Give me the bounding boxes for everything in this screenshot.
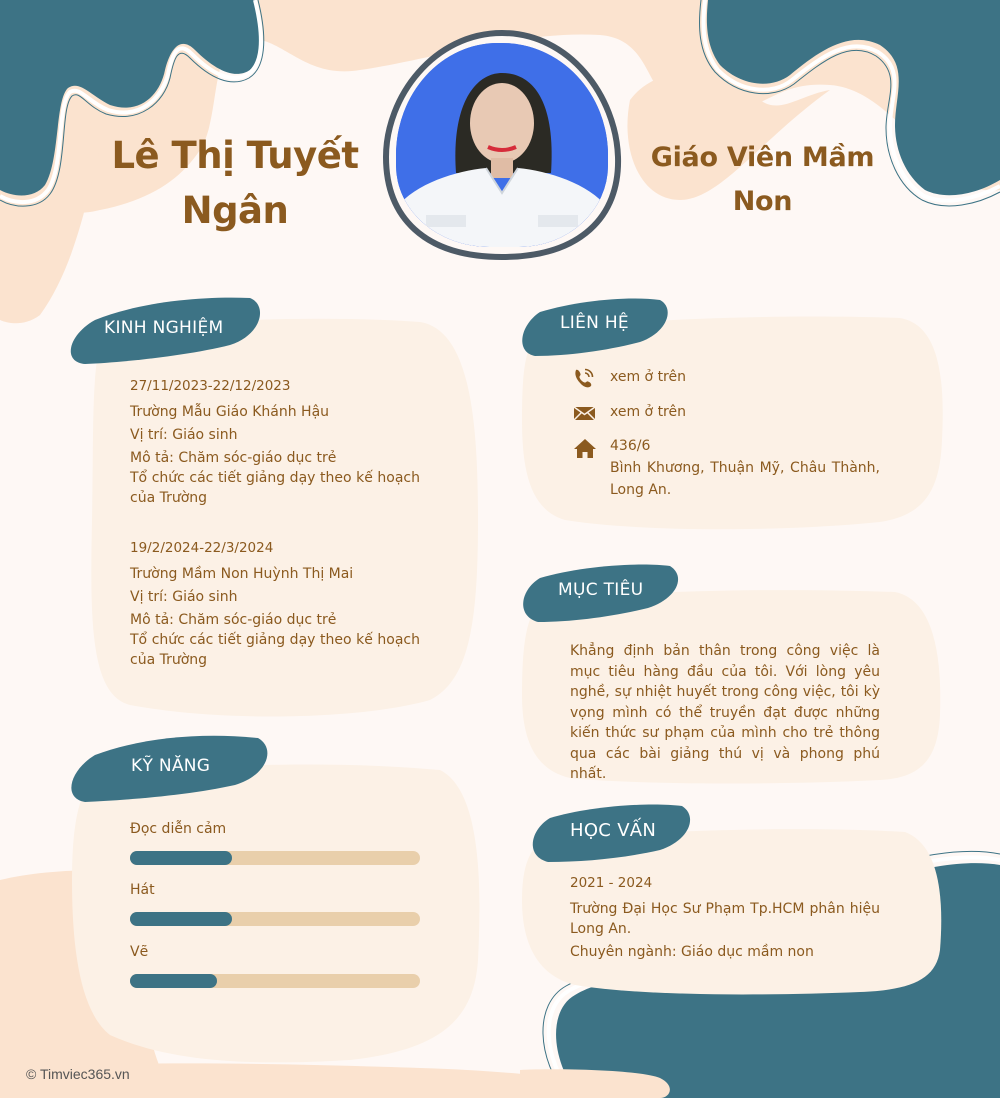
education-item <box>570 873 880 962</box>
experience-detail: Tổ chức các tiết giảng dạy theo kế hoạch của Trường <box>130 470 420 506</box>
contact-address <box>572 435 880 501</box>
experience-detail: Tổ chức các tiết giảng dạy theo kế hoạch của Trường <box>130 632 420 668</box>
experience-position: Vị trí: Giáo sinh <box>130 589 238 605</box>
phone-icon <box>572 367 598 389</box>
skill-name: Vẽ <box>130 944 149 960</box>
experience-company: Trường Mầm Non Huỳnh Thị Mai <box>130 566 354 582</box>
experience-description: Mô tả: Chăm sóc-giáo dục trẻ <box>130 450 337 466</box>
skill-bar <box>130 974 420 988</box>
skill-bar-fill <box>130 851 232 865</box>
contact-address-line2: Bình Khương, Thuận Mỹ, Châu Thành, Long An. <box>610 460 880 498</box>
skill-bar <box>130 912 420 926</box>
envelope-icon <box>572 402 598 424</box>
contact-email-value: xem ở trên <box>610 404 686 420</box>
objective-section-title: MỤC TIÊU <box>558 580 644 600</box>
experience-date: 27/11/2023-22/12/2023 <box>130 378 291 394</box>
job-title: Giáo Viên Mầm Non <box>650 142 875 217</box>
experience-section-title: KINH NGHIỆM <box>104 318 224 338</box>
experience-list <box>130 376 420 670</box>
skill-bar-fill <box>130 912 232 926</box>
education-section-title: HỌC VẤN <box>570 820 657 841</box>
education-school: Trường Đại Học Sư Phạm Tp.HCM phân hiệu Long An. <box>570 901 880 937</box>
education-major: Chuyên ngành: Giáo dục mầm non <box>570 944 814 960</box>
skills-section-title: KỸ NĂNG <box>131 756 211 776</box>
experience-item <box>130 376 420 508</box>
skill-bar <box>130 851 420 865</box>
profile-photo-frame <box>380 27 624 263</box>
skill-bar-fill <box>130 974 217 988</box>
experience-item <box>130 538 420 670</box>
skill-name: Hát <box>130 882 155 898</box>
experience-company: Trường Mẫu Giáo Khánh Hậu <box>130 404 330 420</box>
home-icon <box>572 437 598 459</box>
experience-position: Vị trí: Giáo sinh <box>130 427 238 443</box>
education-years: 2021 - 2024 <box>570 875 653 891</box>
copyright-footer: © Timviec365.vn <box>26 1066 130 1082</box>
experience-description: Mô tả: Chăm sóc-giáo dục trẻ <box>130 612 337 628</box>
contact-phone-value: xem ở trên <box>610 369 686 385</box>
contact-address-line1: 436/6 <box>610 438 651 454</box>
candidate-name: Lê Thị Tuyết Ngân <box>111 134 359 232</box>
contact-email <box>572 402 686 424</box>
contact-section-title: LIÊN HỆ <box>560 313 629 333</box>
contact-phone <box>572 367 686 389</box>
objective-text: Khẳng định bản thân trong công việc là mục tiêu hàng đầu của tôi. Với lòng yêu nghề, sự nhiệt huyết trong công việc, tôi kỳ vọng mình có thể truyền đạt được những kiến thức sư phạm của mình cho trẻ thông qua các bài giảng thú vị và phong phú nhất. <box>570 643 880 782</box>
experience-date: 19/2/2024-22/3/2024 <box>130 540 274 556</box>
skill-name: Đọc diễn cảm <box>130 821 227 837</box>
